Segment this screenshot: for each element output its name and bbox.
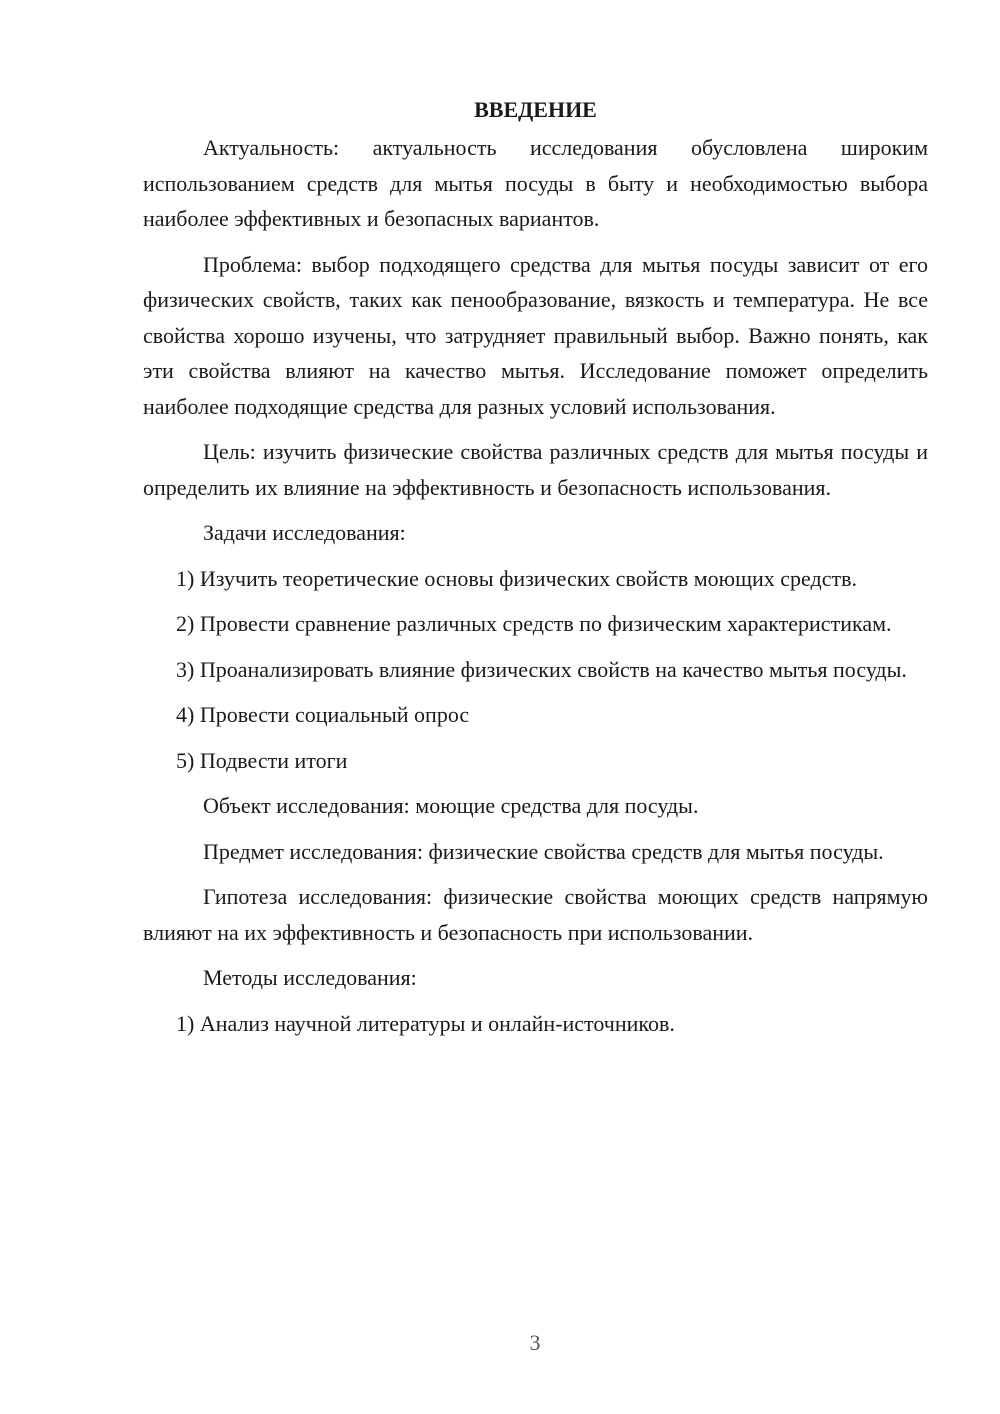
page-title: ВВЕДЕНИЕ bbox=[474, 97, 597, 122]
task-item-5: 5) Подвести итоги bbox=[176, 747, 348, 773]
paragraph-object: Объект исследования: моющие средства для посуды. bbox=[203, 793, 699, 818]
document-page bbox=[143, 90, 928, 1041]
page-number: 3 bbox=[529, 1330, 541, 1355]
task-item-2: 2) Провести сравнение различных средств по физическим характеристикам. bbox=[176, 611, 892, 636]
task-item-4: 4) Провести социальный опрос bbox=[176, 702, 470, 727]
task-item-3: 3) Проанализировать влияние физических свойств на качество мытья посуды. bbox=[176, 656, 907, 682]
methods-title: Методы исследования: bbox=[203, 965, 417, 990]
task-item-1: 1) Изучить теоретические основы физических свойств моющих средств. bbox=[176, 565, 857, 591]
paragraph-goal: Цель: изучить физические свойства различных средств для мытья посуды и определить их влияние на эффективность и безопасность использования. bbox=[143, 439, 928, 500]
paragraph-subject: Предмет исследования: физические свойства средств для мытья посуды. bbox=[203, 838, 884, 864]
method-item-1: 1) Анализ научной литературы и онлайн-источников. bbox=[176, 1010, 675, 1036]
tasks-title: Задачи исследования: bbox=[203, 520, 406, 545]
paragraph-hypothesis: Гипотеза исследования: физические свойства моющих средств напрямую влияют на их эффективность и безопасность при использовании. bbox=[143, 884, 928, 945]
paragraph-problem: Проблема: выбор подходящего средства для мытья посуды зависит от его физических свойств, таких как пенообразование, вязкость и температура. Не все свойства хорошо изучены, что затрудняет правильный выбор. Важно понять, как эти свойства влияют на качество мытья. Исследование поможет определить наиболее подходящие средства для разных условий использования. bbox=[143, 251, 928, 419]
paragraph-relevance: Актуальность: актуальность исследования обусловлена широким использованием средств для мытья посуды в быту и необходимостью выбора наиболее эффективных и безопасных вариантов. bbox=[143, 135, 928, 231]
